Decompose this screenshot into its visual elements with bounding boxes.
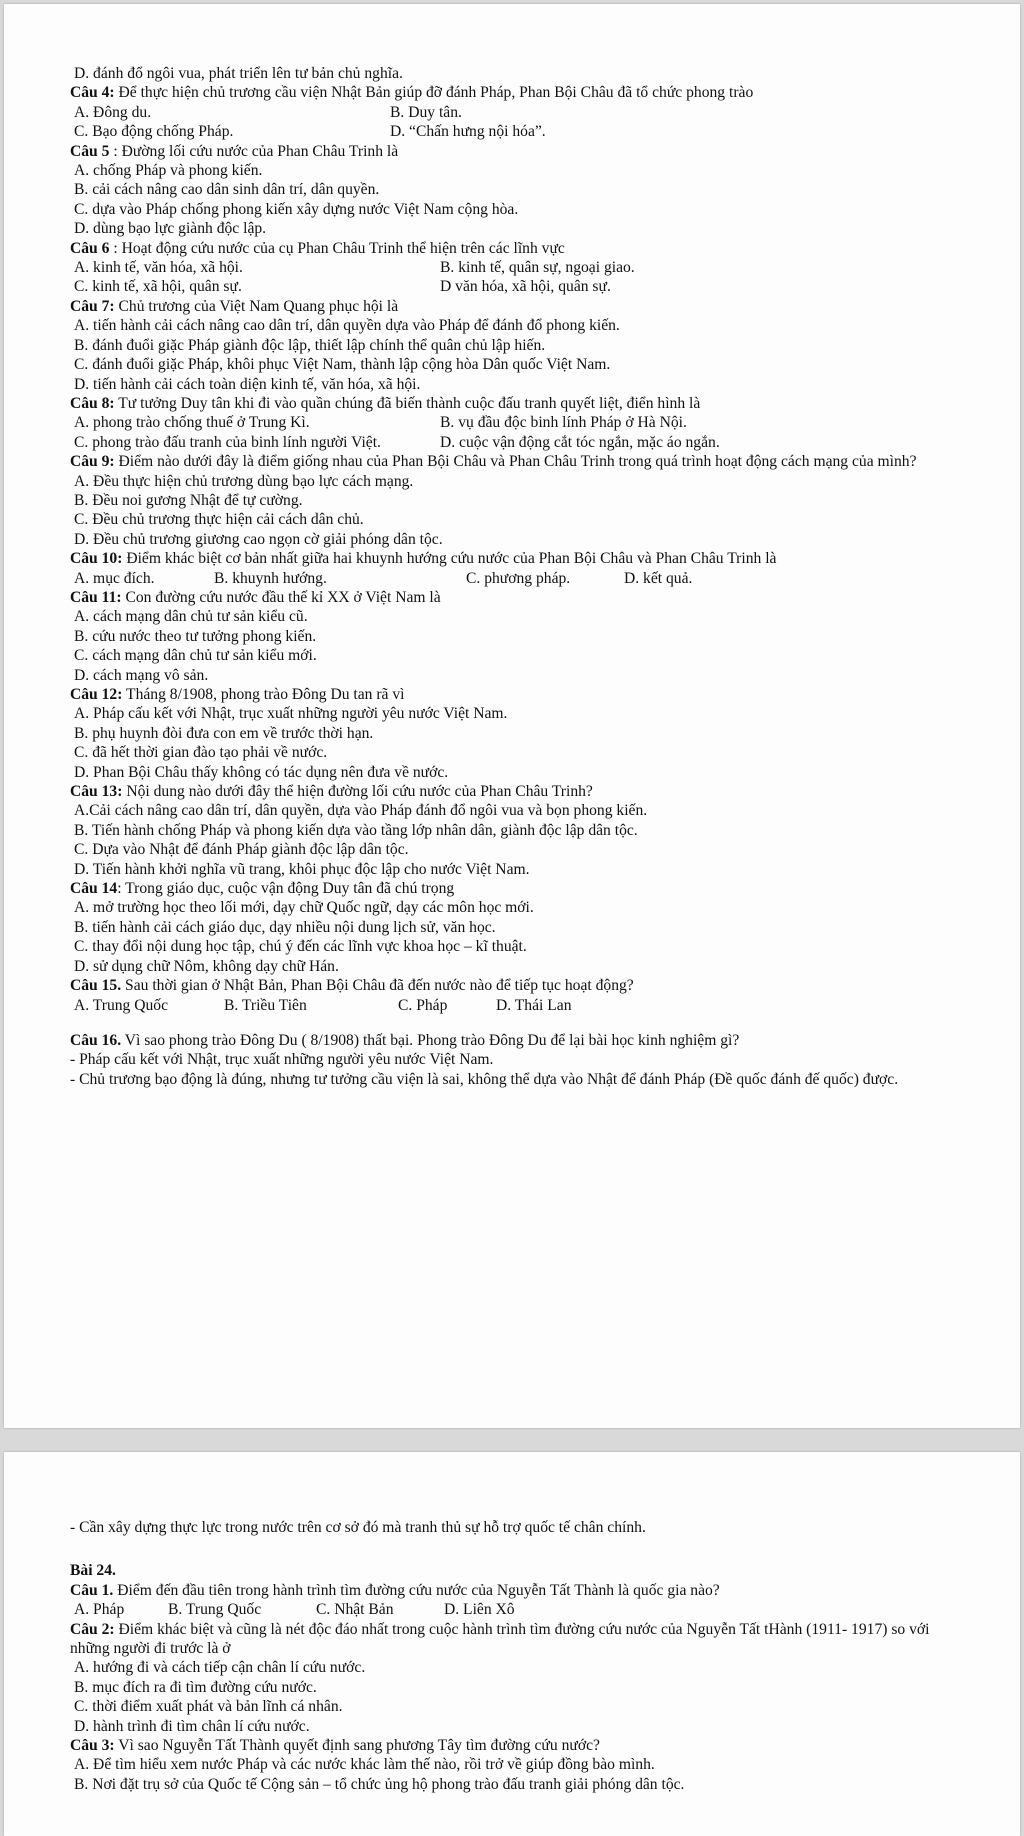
option-row xyxy=(70,258,940,277)
question-text: Điểm khác biệt và cũng là nét độc đáo nhất trong cuộc hành trình tìm đường cứu nước của Nguyễn Tất tHành (1911- 1917) so với những người đi trước là ở xyxy=(70,1620,930,1658)
answer-option: B. tiến hành cải cách giáo dục, dạy nhiều nội dung lịch sử, văn học. xyxy=(74,918,496,936)
question-number: Câu 16. xyxy=(70,1031,122,1049)
answer-option: B. kinh tế, quân sự, ngoại giao. xyxy=(440,259,635,277)
answer-option: D. Tiến hành khởi nghĩa vũ trang, khôi phục độc lập cho nước Việt Nam. xyxy=(74,860,530,878)
question-number: Câu 7: xyxy=(70,297,115,315)
question xyxy=(70,782,940,801)
question-text: : Trong giáo dục, cuộc vận động Duy tân đã chú trọng xyxy=(117,880,455,898)
answer-option: A. Để tìm hiểu xem nước Pháp và các nước khác làm thế nào, rồi trở về giúp đồng bào mình. xyxy=(74,1756,655,1774)
answer-option: C. Nhật Bản xyxy=(316,1601,394,1619)
question xyxy=(70,685,940,704)
document-page-2 xyxy=(4,1452,1020,1836)
option-row xyxy=(70,1600,940,1619)
answer-option: D. sử dụng chữ Nôm, không dạy chữ Hán. xyxy=(74,957,339,975)
answer-option: D. dùng bạo lực giành độc lập. xyxy=(74,220,267,238)
answer-option: C. dựa vào Pháp chống phong kiến xây dựng nước Việt Nam cộng hòa. xyxy=(74,200,519,218)
answer-option: D. “Chấn hưng nội hóa”. xyxy=(390,123,546,141)
answer-option: C. Dựa vào Nhật để đánh Pháp giành độc lập dân tộc. xyxy=(74,841,409,859)
answer-option: A. tiến hành cải cách nâng cao dân trí, dân quyền dựa vào Pháp để đánh đổ phong kiến. xyxy=(74,317,620,335)
answer-text: - Cần xây dựng thực lực trong nước trên cơ sở đó mà tranh thủ sự hỗ trợ quốc tế chân chính. xyxy=(70,1519,646,1536)
question xyxy=(70,976,940,995)
answer-option: C. kinh tế, xã hội, quân sự. xyxy=(74,278,242,296)
answer-option: C. thay đổi nội dung học tập, chú ý đến các lĩnh vực khoa học – kĩ thuật. xyxy=(74,938,527,956)
question-number: Câu 6 xyxy=(70,239,110,257)
answer-option: C. cách mạng dân chủ tư sản kiểu mới. xyxy=(74,647,317,665)
question-number: Câu 8: xyxy=(70,394,115,412)
answer-option: D. tiến hành cải cách toàn diện kinh tế, văn hóa, xã hội. xyxy=(74,375,421,393)
section-heading: Bài 24. xyxy=(70,1562,116,1580)
answer-option: B. Tiến hành chống Pháp và phong kiến dựa vào tầng lớp nhân dân, giành độc lập dân tộc. xyxy=(74,821,638,839)
answer-option: A. hướng đi và cách tiếp cận chân lí cứu nước. xyxy=(74,1659,366,1677)
answer-option: A. Pháp cấu kết với Nhật, trục xuất những người yêu nước Việt Nam. xyxy=(74,705,508,723)
question-text: Điểm đến đầu tiên trong hành trình tìm đường cứu nước của Nguyễn Tất Thành là quốc gia nào? xyxy=(113,1581,720,1599)
answer-option: B. cải cách nâng cao dân sinh dân trí, dân quyền. xyxy=(74,181,380,199)
spacer xyxy=(70,1015,940,1031)
question xyxy=(70,83,940,102)
answer-option: B. Đều noi gương Nhật để tự cường. xyxy=(74,491,303,509)
question-number: Câu 3: xyxy=(70,1737,115,1755)
answer-option: A. mở trường học theo lối mới, dạy chữ Quốc ngữ, dạy các môn học mới. xyxy=(74,899,534,917)
answer-text: - Pháp cấu kết với Nhật, trục xuất những người yêu nước Việt Nam. xyxy=(70,1051,494,1069)
answer-option: D văn hóa, xã hội, quân sự. xyxy=(440,278,611,296)
answer-option: B. phụ huynh đòi đưa con em về trước thời hạn. xyxy=(74,724,374,742)
answer-option: C. Đều chủ trương thực hiện cải cách dân chủ. xyxy=(74,511,364,529)
answer-option: D. đánh đổ ngôi vua, phát triển lên tư bản chủ nghĩa. xyxy=(74,65,403,82)
answer-option: C. đánh đuổi giặc Pháp, khôi phục Việt Nam, thành lập cộng hòa Dân quốc Việt Nam. xyxy=(74,356,611,374)
question xyxy=(70,879,940,898)
answer-option: A. Pháp xyxy=(74,1601,125,1619)
answer-option: A. Đều thực hiện chủ trương dùng bạo lực cách mạng. xyxy=(74,472,414,490)
question-number: Câu 9: xyxy=(70,453,115,471)
question-text: Con đường cứu nước đầu thế kỉ XX ở Việt Nam là xyxy=(121,588,441,606)
answer-text: - Chủ trương bạo động là đúng, nhưng tư tưởng cầu viện là sai, không thể dựa vào Nhật để đánh Pháp (Đề quốc đánh đế quốc) được. xyxy=(70,1070,899,1088)
question-number: Câu 13: xyxy=(70,783,123,801)
answer-option: A. phong trào chống thuế ở Trung Kì. xyxy=(74,414,310,432)
question-text: : Hoạt động cứu nước của cụ Phan Châu Trinh thể hiện trên các lĩnh vực xyxy=(109,239,565,257)
answer-option: A. kinh tế, văn hóa, xã hội. xyxy=(74,259,243,277)
question xyxy=(70,1031,940,1050)
question-text: Tháng 8/1908, phong trào Đông Du tan rã vì xyxy=(122,686,405,703)
question-number: Câu 4: xyxy=(70,84,115,102)
answer-option: A. chống Pháp và phong kiến. xyxy=(74,162,263,180)
question xyxy=(70,394,940,413)
answer-option: D. cách mạng vô sản. xyxy=(74,666,209,684)
answer-option: B. Triều Tiên xyxy=(224,996,307,1014)
question-text: Sau thời gian ở Nhật Bản, Phan Bội Châu đã đến nước nào để tiếp tục hoạt động? xyxy=(121,977,634,995)
option-row xyxy=(70,569,940,588)
question-number: Câu 15. xyxy=(70,977,122,995)
answer-option: B. vụ đầu độc binh lính Pháp ở Hà Nội. xyxy=(440,414,687,432)
answer-option: B. cứu nước theo tư tưởng phong kiến. xyxy=(74,627,317,645)
spacer xyxy=(70,1537,940,1561)
answer-option: A. Đông du. xyxy=(74,103,152,121)
question xyxy=(70,142,940,161)
question-number: Câu 14 xyxy=(70,880,118,898)
question-number: Câu 11: xyxy=(70,588,122,606)
question-text: Điểm khác biệt cơ bản nhất giữa hai khuynh hướng cứu nước của Phan Bội Châu và Phan Châu Trinh là xyxy=(122,550,777,568)
question xyxy=(70,452,940,471)
answer-option: C. Pháp xyxy=(398,996,448,1014)
question-text: : Đường lối cứu nước của Phan Châu Trinh là xyxy=(109,142,399,160)
answer-option: B. mục đích ra đi tìm đường cứu nước. xyxy=(74,1678,317,1696)
option-row xyxy=(70,433,940,452)
answer-option: B. khuynh hướng. xyxy=(214,569,327,587)
question xyxy=(70,588,940,607)
option-row xyxy=(70,103,940,122)
question-number: Câu 12: xyxy=(70,686,123,703)
answer-option: C. Bạo động chống Pháp. xyxy=(74,123,234,141)
question-text: Vì sao phong trào Đông Du ( 8/1908) thất bại. Phong trào Đông Du để lại bài học kinh nghiệm gì? xyxy=(121,1031,740,1049)
question-text: Điểm nào dưới đây là điểm giống nhau của Phan Bội Châu và Phan Châu Trinh trong quá trình hoạt động cách mạng của mình? xyxy=(114,453,917,471)
option-row xyxy=(70,413,940,432)
answer-option: D. hành trình đi tìm chân lí cứu nước. xyxy=(74,1717,310,1735)
question-text: Nội dung nào dưới đây thể hiện đường lối cứu nước của Phan Châu Trinh? xyxy=(122,783,593,801)
option-row xyxy=(70,277,940,296)
answer-option: A. mục đích. xyxy=(74,569,155,587)
answer-option: A. Trung Quốc xyxy=(74,996,169,1014)
answer-option: B. đánh đuổi giặc Pháp giành độc lập, thiết lập chính thể quân chủ lập hiến. xyxy=(74,336,546,354)
answer-option: C. phương pháp. xyxy=(466,569,571,587)
question-number: Câu 5 xyxy=(70,142,110,160)
answer-option: B. Duy tân. xyxy=(390,103,462,121)
question xyxy=(70,1620,940,1659)
option-row xyxy=(70,122,940,141)
answer-option: D. kết quả. xyxy=(624,569,693,587)
question xyxy=(70,297,940,316)
answer-option: D. Phan Bội Châu thấy không có tác dụng nên đưa về nước. xyxy=(74,763,449,781)
answer-option: C. thời điểm xuất phát và bản lĩnh cá nhân. xyxy=(74,1698,343,1716)
answer-option: D. Liên Xô xyxy=(444,1601,515,1619)
question-text: Tư tưởng Duy tân khi đi vào quần chúng đã biến thành cuộc đấu tranh quyết liệt, điển hình là xyxy=(114,394,701,412)
question-text: Để thực hiện chủ trương cầu viện Nhật Bản giúp đỡ đánh Pháp, Phan Bội Châu đã tổ chức phong trào xyxy=(114,84,754,102)
answer-option: C. đã hết thời gian đào tạo phải về nước. xyxy=(74,744,328,762)
answer-option: D. Thái Lan xyxy=(496,996,572,1014)
answer-option: D. Đều chủ trương giương cao ngọn cờ giải phóng dân tộc. xyxy=(74,530,443,548)
question xyxy=(70,1581,940,1600)
answer-option: B. Trung Quốc xyxy=(168,1601,262,1619)
answer-option: C. phong trào đấu tranh của binh lính người Việt. xyxy=(74,433,381,451)
answer-option: A.Cải cách nâng cao dân trí, dân quyền, dựa vào Pháp đánh đổ ngôi vua và bọn phong kiến. xyxy=(74,802,648,820)
answer-option: D. cuộc vận động cắt tóc ngắn, mặc áo ngắn. xyxy=(440,433,720,451)
question xyxy=(70,549,940,568)
question xyxy=(70,239,940,258)
question-number: Câu 10: xyxy=(70,550,123,568)
answer-option: A. cách mạng dân chủ tư sản kiểu cũ. xyxy=(74,608,308,626)
question-number: Câu 1. xyxy=(70,1581,114,1599)
question-text: Vì sao Nguyễn Tất Thành quyết định sang phương Tây tìm đường cứu nước? xyxy=(114,1737,600,1755)
document-page-1 xyxy=(4,4,1020,1428)
option-row xyxy=(70,996,940,1015)
question xyxy=(70,1736,940,1755)
question-number: Câu 2: xyxy=(70,1620,115,1638)
answer-option: B. Nơi đặt trụ sở của Quốc tế Cộng sản – tổ chức ủng hộ phong trào đấu tranh giải phóng dân tộc. xyxy=(74,1775,685,1793)
question-text: Chủ trương của Việt Nam Quang phục hội là xyxy=(114,297,399,315)
